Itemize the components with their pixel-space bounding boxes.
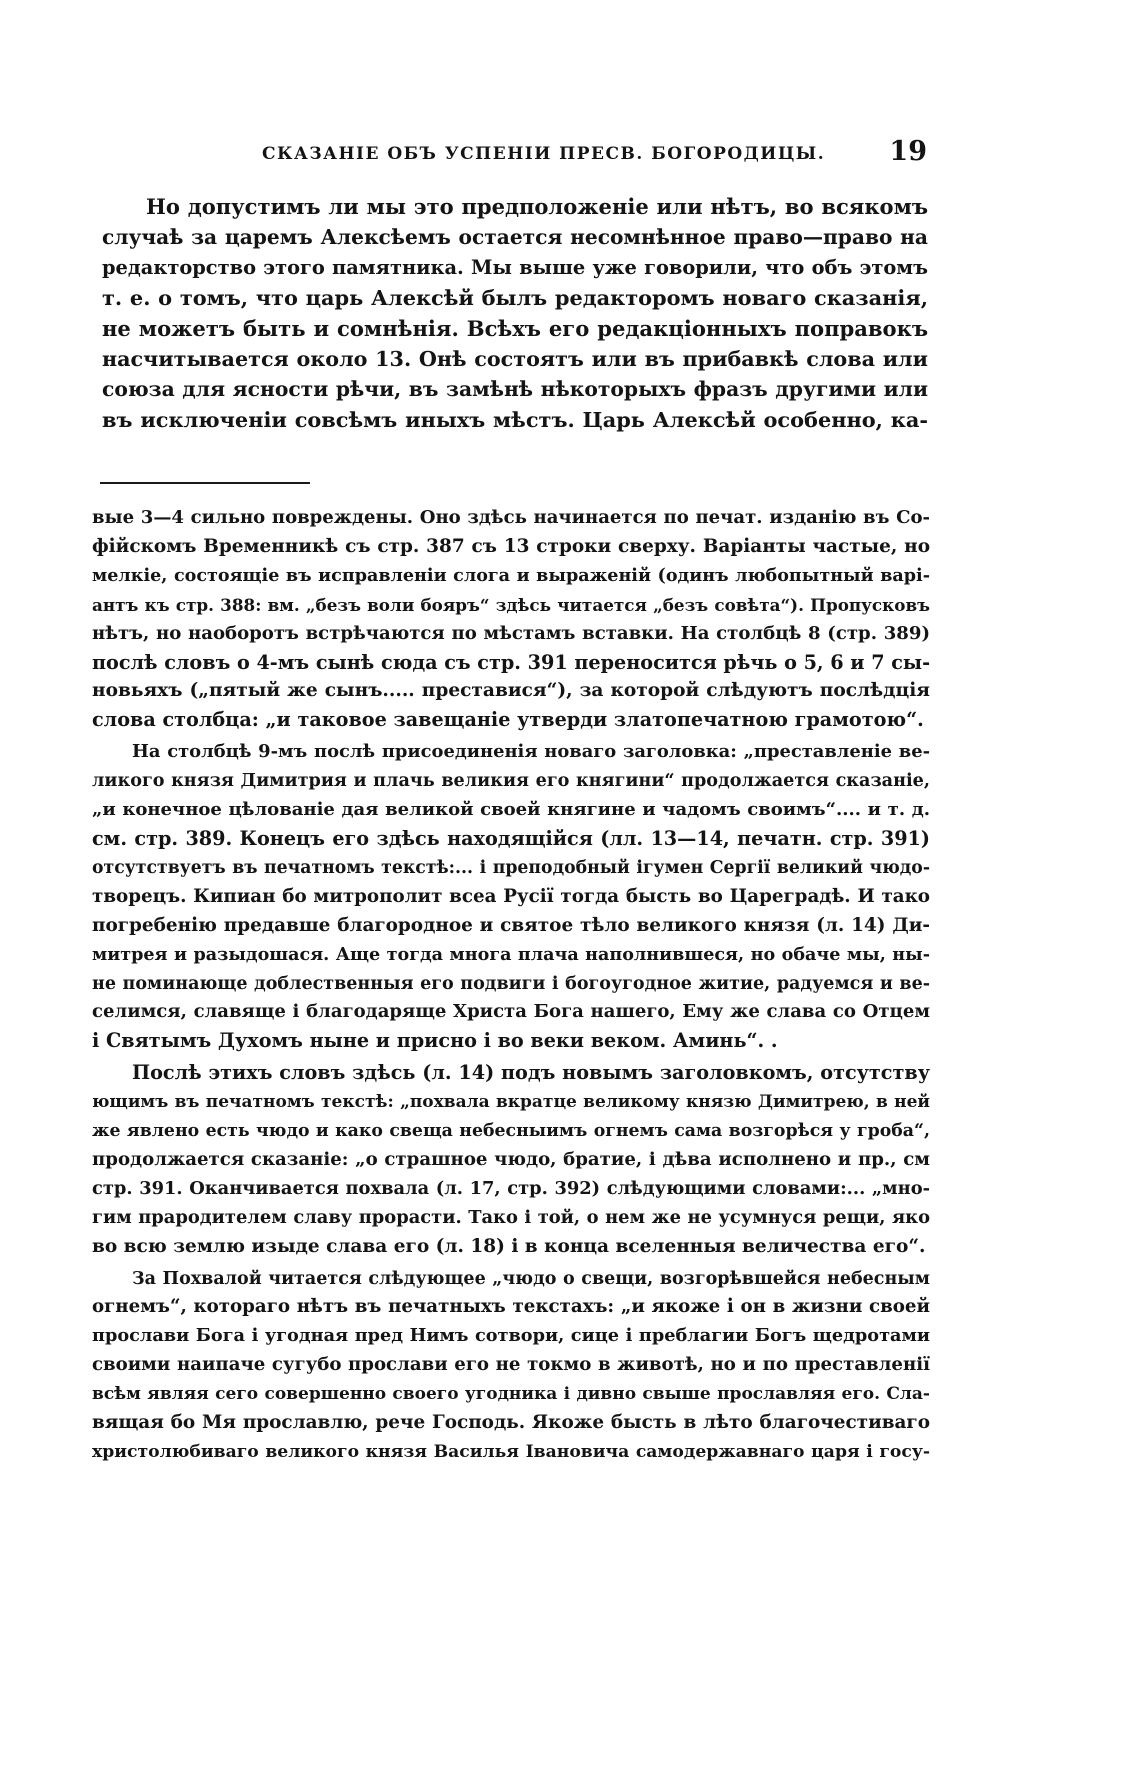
footnote-line: во всю землю изыде слава его (л. 18) і в конца вселенныя величества его“. bbox=[92, 1235, 926, 1257]
footnote-line: творецъ. Кипиан бо митрополит всеа Русії тогда бысть во Цареградѣ. И тако bbox=[92, 885, 930, 907]
main-text bbox=[102, 192, 928, 435]
text-line: союза для ясности рѣчи, въ замѣнѣ нѣкоторыхъ фразъ другими или bbox=[102, 377, 928, 402]
footnote-line: Послѣ этихъ словъ здѣсь (л. 14) подъ новымъ заголовкомъ, отсутству bbox=[132, 1061, 930, 1085]
running-head: СКАЗАНІЕ ОБЪ УСПЕНІИ ПРЕСВ. БОГОРОДИЦЫ. bbox=[262, 144, 826, 164]
footnote-line: своими наипаче сугубо прослави его не токмо в животѣ, но и по преставленії bbox=[92, 1354, 930, 1376]
footnote-line: послѣ словъ о 4-мъ сынѣ сюда съ стр. 391 переносится рѣчь о 5, 6 и 7 сы- bbox=[92, 650, 931, 674]
footnote-line: вящая бо Мя прославлю, рече Господь. Якоже бысть в лѣто благочестиваго bbox=[92, 1412, 930, 1434]
text-line: случаѣ за царемъ Алексѣемъ остается несомнѣнное право—право на bbox=[102, 225, 928, 250]
footnote-line: „и конечное цѣлованіе дая великой своей княгине и чадомъ своимъ“.... и т. д. bbox=[92, 799, 930, 821]
footnote-line: см. стр. 389. Конецъ его здѣсь находящійся (лл. 13—14, печатн. стр. 391) bbox=[92, 826, 930, 850]
footnote-line: продолжается сказаніе: „о страшное чюдо, братие, і дѣва исполнено и пр., см bbox=[92, 1148, 930, 1170]
footnote-line: погребенію предавше благородное и святое тѣло великого князя (л. 14) Ди- bbox=[92, 914, 930, 936]
footnote-line: огнемъ“, котораго нѣтъ въ печатныхъ текстахъ: „и якоже і он в жизни своей bbox=[92, 1296, 930, 1318]
footnote-line: антъ къ стр. 388: вм. „безъ воли бояръ“ здѣсь читается „безъ совѣта“). Пропусковъ bbox=[92, 594, 930, 615]
text-line: Но допустимъ ли мы это предположеніе или нѣтъ, во всякомъ bbox=[146, 194, 928, 219]
footnote-line: вые 3—4 сильно повреждены. Оно здѣсь начинается по печат. изданію въ Со- bbox=[92, 507, 930, 528]
footnote-line: митрея и разыдошася. Аще тогда многа плача наполнившеся, но обаче мы, ны- bbox=[92, 944, 930, 965]
footnote-line: ющимъ въ печатномъ текстѣ: „похвала вкратце великому князю Димитрею, в ней bbox=[92, 1092, 930, 1113]
footnote-line: мелкіе, состоящіе въ исправленіи слога и выраженій (одинъ любопытный варі- bbox=[92, 565, 930, 586]
footnote-line: не поминающе доблественныя его подвиги і богоугодное житие, радуемся и ве- bbox=[92, 973, 930, 994]
footnote-line: же явлено есть чюдо и како свеща небесныимъ огнемъ сама возгорѣся у гроба“, bbox=[92, 1121, 930, 1142]
text-line: насчитывается около 13. Онѣ состоятъ или въ прибавкѣ слова или bbox=[102, 347, 928, 372]
footnote-paragraph bbox=[92, 504, 930, 735]
footnote-line: новьяхъ („пятый же сынъ..... преставися“), за которой слѣдуютъ послѣдція bbox=[92, 680, 930, 702]
footnotes bbox=[92, 504, 930, 1470]
text-line: въ исключеніи совсѣмъ иныхъ мѣстъ. Царь Алексѣй особенно, ка- bbox=[102, 406, 928, 432]
footnote-line: отсутствуетъ въ печатномъ текстѣ:... і преподобный ігумен Сергії великий чюдо- bbox=[92, 857, 930, 878]
footnote-line: христолюбиваго великого князя Василья Івановича самодержавнаго царя і госу- bbox=[92, 1442, 930, 1462]
page-header bbox=[262, 136, 927, 176]
footnote-rule bbox=[100, 482, 310, 484]
footnote-line: гим прародителем славу прорасти. Тако і той, о нем же не усумнуся рещи, яко bbox=[92, 1206, 930, 1228]
page-number: 19 bbox=[889, 136, 927, 167]
footnote-line: всѣм являя сего совершенно своего угодника і дивно свыше прославляя его. Сла- bbox=[92, 1384, 930, 1405]
text-line: редакторство этого памятника. Мы выше уже говорили, что объ этомъ bbox=[102, 255, 928, 279]
footnote-paragraph bbox=[92, 1265, 930, 1467]
footnote-line: слова столбца: „и таковое завещаніе утверди златопечатною грамотою“. bbox=[92, 708, 924, 732]
footnote-paragraph bbox=[92, 1059, 930, 1261]
footnote-line: селимся, славяще і благодаряще Христа Бога нашего, Ему же слава со Отцем bbox=[92, 1001, 930, 1023]
footnote-line: На столбцѣ 9-мъ послѣ присоединенія новаго заголовка: „преставленіе ве- bbox=[132, 741, 930, 763]
text-line: не можетъ быть и сомнѣнія. Всѣхъ его редакціонныхъ поправокъ bbox=[102, 315, 928, 341]
footnote-line: фійскомъ Временникѣ съ стр. 387 съ 13 строки сверху. Варіанты частые, но bbox=[92, 535, 930, 557]
footnote-line: нѣтъ, но наоборотъ встрѣчаются по мѣстамъ вставки. На столбцѣ 8 (стр. 389) bbox=[92, 622, 930, 644]
footnote-line: стр. 391. Оканчивается похвала (л. 17, стр. 392) слѣдующими словами:... „мно- bbox=[92, 1177, 930, 1199]
footnote-line: За Похвалой читается слѣдующее „чюдо о свещи, возгорѣвшейся небесным bbox=[132, 1268, 930, 1289]
text-line: т. е. о томъ, что царь Алексѣй былъ редакторомъ новаго сказанія, bbox=[102, 285, 928, 311]
footnote-line: ликого князя Димитрия и плачь великия его княгини“ продолжается сказаніе, bbox=[92, 770, 930, 792]
footnote-line: прослави Бога і угодная пред Нимъ сотвори, сице і преблагии Богъ щедротами bbox=[92, 1325, 930, 1347]
footnote-line: і Святымъ Духомъ ныне и присно і во веки веком. Аминь“. . bbox=[92, 1029, 778, 1053]
footnote-paragraph bbox=[92, 738, 930, 1056]
